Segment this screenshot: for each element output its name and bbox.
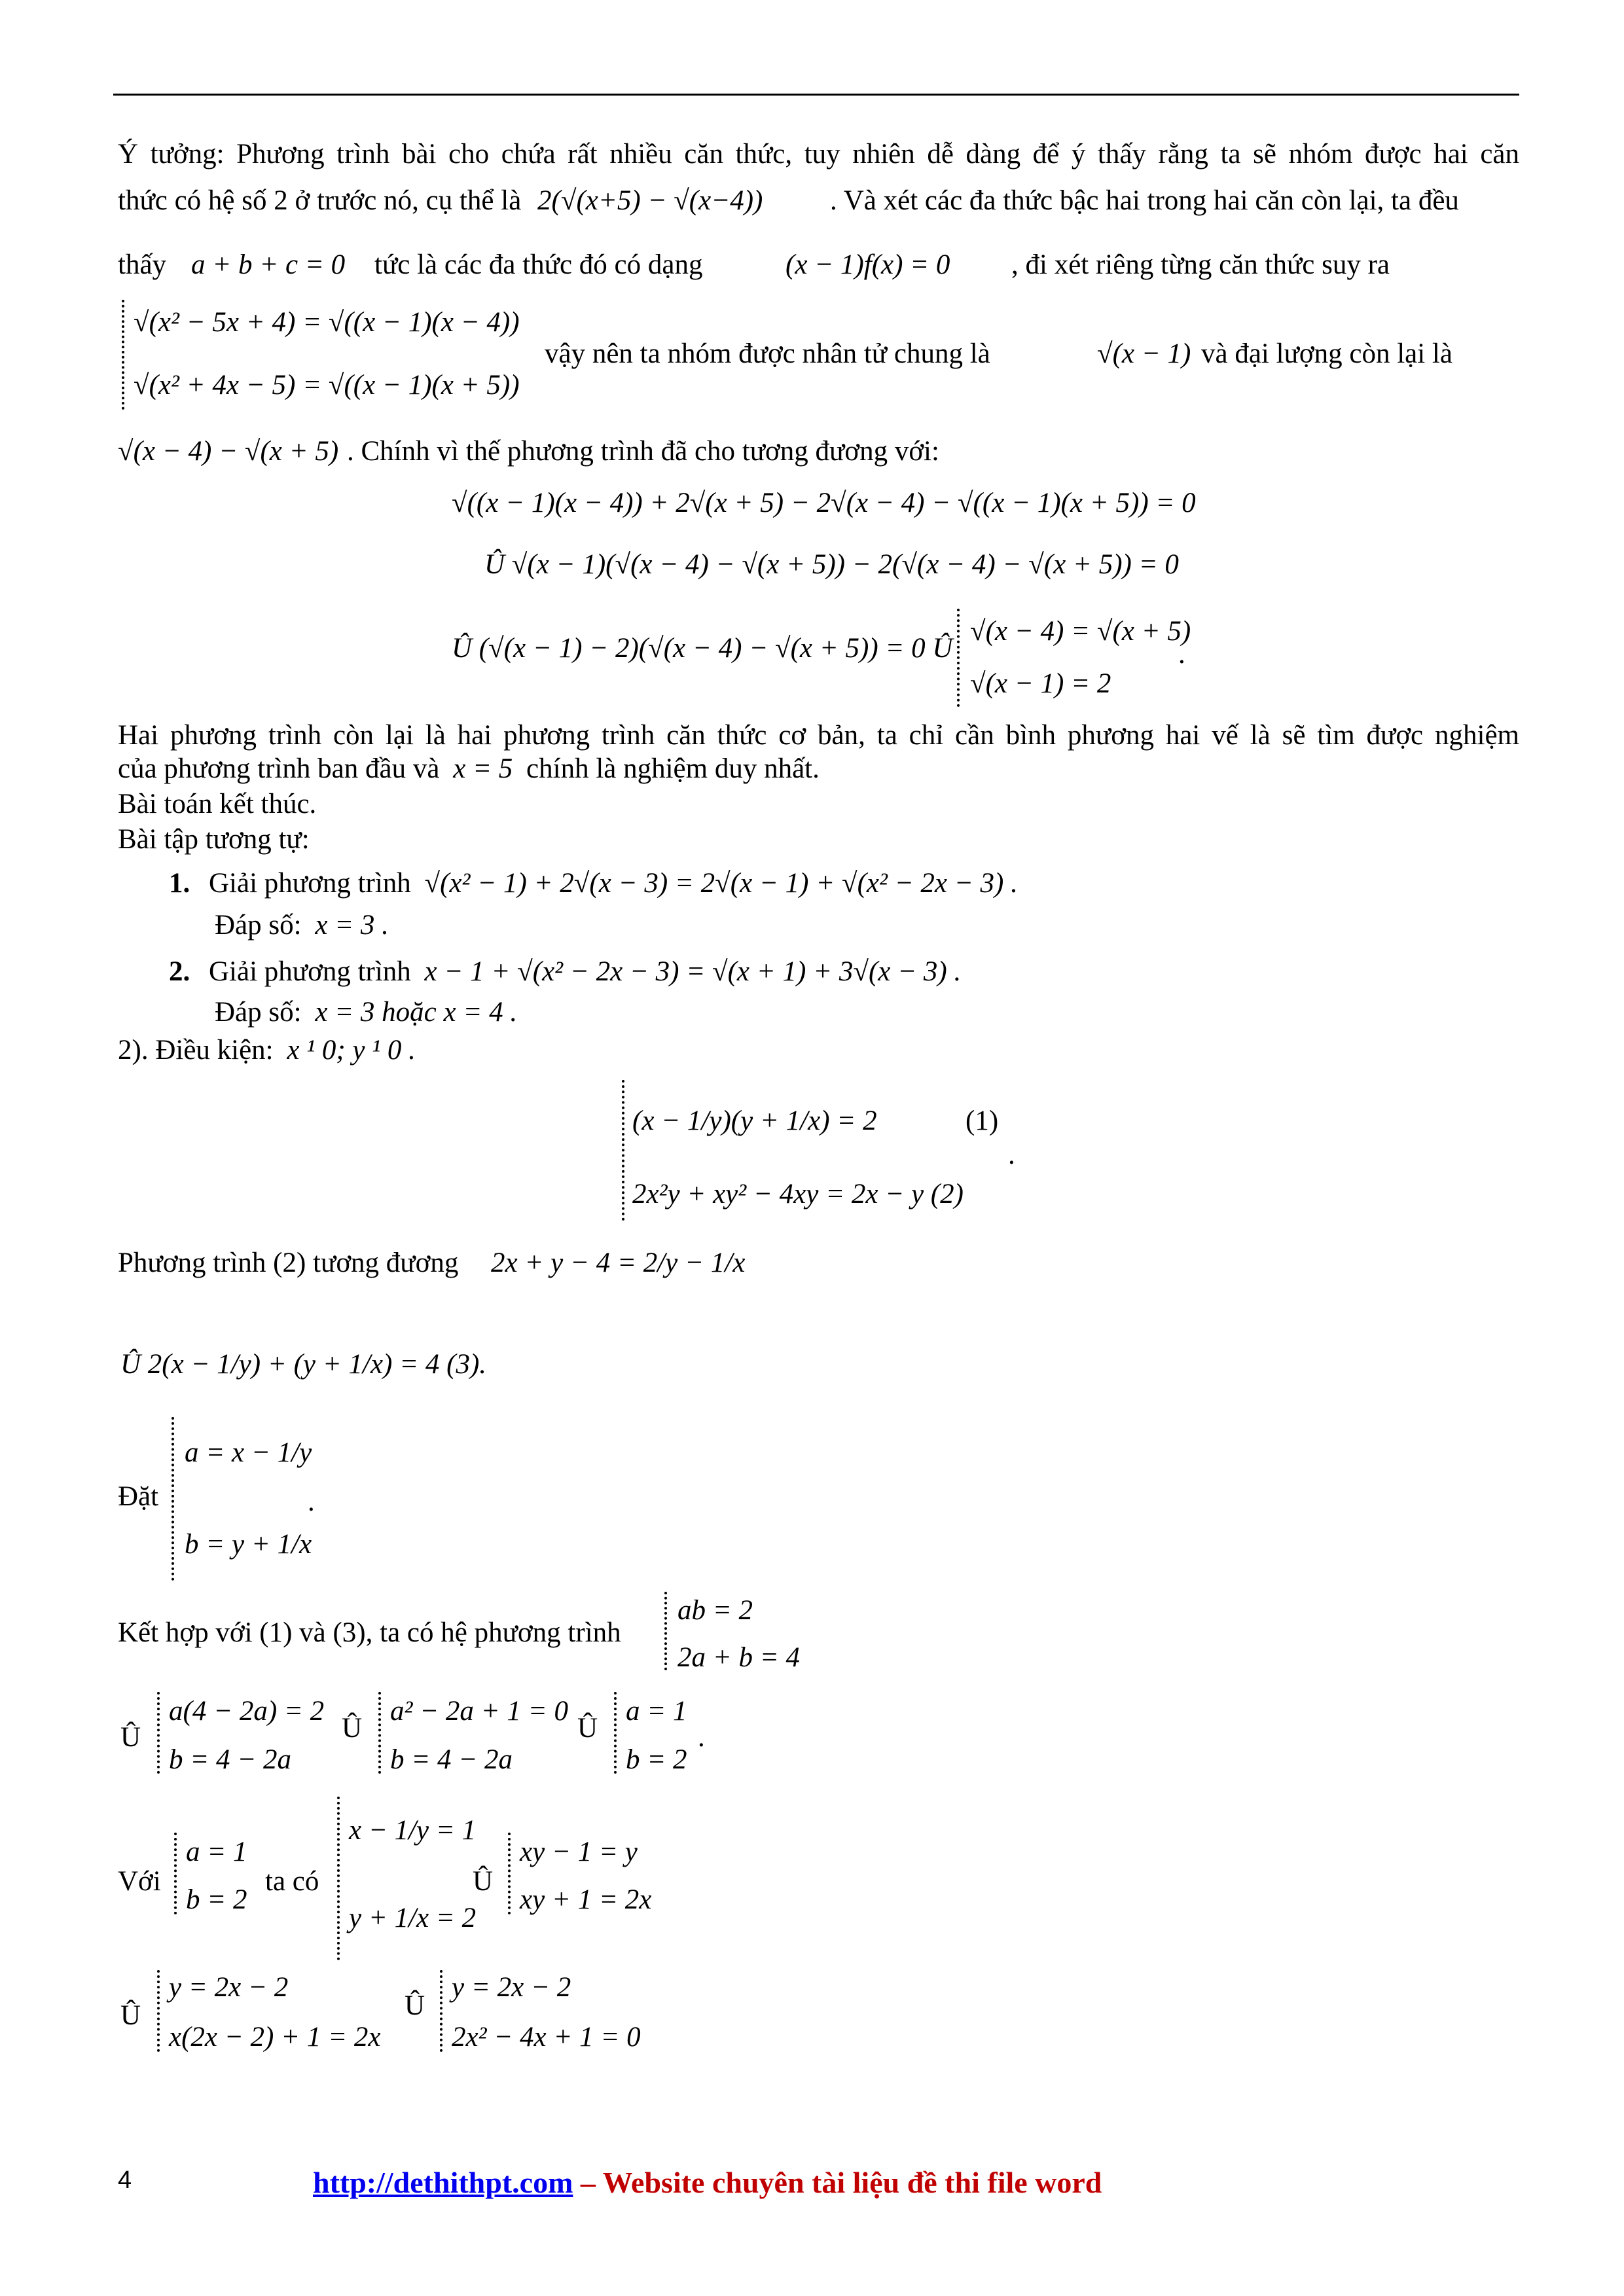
exercise-2-expr: x − 1 + √(x² − 2x − 3) = √(x + 1) + 3√(x − 3) .: [424, 956, 962, 987]
part2-solve3-b: b = 2: [626, 1744, 687, 1775]
header-rule: [113, 94, 1519, 96]
equation-3-sys-b: √(x − 1) = 2: [970, 668, 1111, 699]
exercise-1-answer-label: Đáp số:: [215, 910, 302, 941]
part2-with-a: a = 1: [186, 1837, 247, 1867]
idea-line-3-expr2: (x − 1)f(x) = 0: [785, 249, 950, 280]
idea-line-2: [118, 185, 763, 217]
part2-set-label: Đặt: [118, 1481, 159, 1512]
conclusion-line-2-expr: x = 5: [453, 753, 513, 784]
iff-5: Û: [120, 2000, 141, 2031]
brace-solve1: [157, 1692, 160, 1774]
exercise-1-answer-value: x = 3 .: [315, 910, 389, 941]
iff-6: Û: [405, 1990, 425, 2021]
brace-with: [174, 1833, 177, 1914]
exercise-1-answer: [215, 909, 389, 941]
iff-1: Û: [120, 1722, 141, 1753]
part2-system-row-1-tag: (1): [965, 1105, 999, 1136]
brace-set: [171, 1417, 174, 1581]
footer-link[interactable]: http://dethithpt.com: [313, 2166, 573, 2199]
part2-set-a: a = x − 1/y: [185, 1437, 312, 1468]
equation-2: Û √(x − 1)(√(x − 4) − √(x + 5)) − 2(√(x − 4) − √(x + 5)) = 0: [484, 549, 1179, 580]
part2-solve2-a: a² − 2a + 1 = 0: [390, 1696, 568, 1727]
idea-line-4-expr: √(x − 1): [1097, 338, 1191, 369]
brace-solve2: [378, 1692, 381, 1774]
sys1-row-a: √(x² − 5x + 4) = √((x − 1)(x − 4)): [134, 307, 520, 338]
part2-solve2-b: b = 4 − 2a: [390, 1744, 513, 1775]
part2-with-label: Với: [118, 1866, 161, 1897]
idea-line-2-expr: 2(√(x+5) − √(x−4)): [537, 185, 763, 216]
equation-3-end: .: [1178, 639, 1185, 670]
iff-2: Û: [342, 1713, 363, 1744]
idea-line-5-expr: √(x − 4) − √(x + 5): [118, 436, 339, 467]
part2-condition-label: 2). Điều kiện:: [118, 1035, 274, 1066]
part2-condition: [118, 1034, 416, 1066]
idea-line-4a: vậy nên ta nhóm được nhân tử chung là: [545, 338, 990, 369]
brace-eq3: [957, 609, 960, 707]
conclusion-line-4: Bài tập tương tự:: [118, 824, 310, 855]
idea-line-3b: tức là các đa thức đó có dạng: [374, 249, 703, 280]
equation-3-sys-a: √(x − 4) = √(x + 5): [970, 616, 1191, 647]
brace-with-sys: [337, 1797, 340, 1960]
brace-last1: [157, 1970, 160, 2052]
part2-last1-b: x(2x − 2) + 1 = 2x: [169, 2022, 381, 2053]
brace-combine: [664, 1592, 667, 1670]
part2-solve1-a: a(4 − 2a) = 2: [169, 1696, 325, 1727]
solve-end: .: [698, 1722, 705, 1753]
part2-system-row-2: 2x²y + xy² − 4xy = 2x − y (2): [632, 1179, 964, 1210]
part2-with-sys-a: x − 1/y = 1: [349, 1815, 477, 1846]
part2-set-b: b = y + 1/x: [185, 1529, 312, 1560]
part2-condition-expr: x ¹ 0; y ¹ 0 .: [287, 1035, 416, 1066]
part2-taco: ta có: [265, 1866, 319, 1897]
idea-line-3-expr1: a + b + c = 0: [191, 249, 346, 280]
part2-eq2-expr: 2x + y − 4 = 2/y − 1/x: [491, 1247, 746, 1278]
conclusion-line-2-tail: chính là nghiệm duy nhất.: [526, 753, 820, 784]
equation-3: Û (√(x − 1) − 2)(√(x − 4) − √(x + 5)) = 0 Û: [452, 633, 953, 664]
part2-eq3-expr: Û 2(x − 1/y) + (y + 1/x) = 4 (3).: [120, 1349, 487, 1380]
footer-text: – Website chuyên tài liệu đề thi file word: [573, 2166, 1102, 2199]
idea-line-1: Ý tưởng: Phương trình bài cho chứa rất nhiều căn thức, tuy nhiên dễ dàng để ý thấy rằng ta sẽ nhóm được hai căn: [118, 139, 1519, 170]
part2-solve3-a: a = 1: [626, 1696, 687, 1727]
exercise-1: [169, 867, 1018, 899]
part2-with-b: b = 2: [186, 1884, 247, 1915]
part2-last1-a: y = 2x − 2: [169, 1972, 289, 2003]
exercise-1-num: 1.: [169, 868, 190, 899]
sys1-row-b: √(x² + 4x − 5) = √((x − 1)(x + 5)): [134, 370, 520, 401]
conclusion-line-2-text: của phương trình ban đầu và: [118, 753, 440, 784]
idea-line-2-tail: . Và xét các đa thức bậc hai trong hai căn còn lại, ta đều: [830, 185, 1459, 216]
part2-set-end: .: [308, 1486, 315, 1517]
idea-line-4b: và đại lượng còn lại là: [1201, 338, 1453, 369]
part2-combine-label: Kết hợp với (1) và (3), ta có hệ phương trình: [118, 1617, 621, 1648]
conclusion-line-1: Hai phương trình còn lại là hai phương trình căn thức cơ bản, ta chỉ cần bình phương hai vế là sẽ tìm được nghiệm: [118, 720, 1519, 751]
exercise-2: [169, 956, 961, 988]
part2-last2-b: 2x² − 4x + 1 = 0: [452, 2022, 641, 2053]
equation-1: √((x − 1)(x − 4)) + 2√(x + 5) − 2√(x − 4) − √((x − 1)(x + 5)) = 0: [452, 488, 1196, 518]
part2-with-res-a: xy − 1 = y: [520, 1837, 638, 1867]
part2-with-sys-b: y + 1/x = 2: [349, 1903, 477, 1933]
idea-line-2-text: thức có hệ số 2 ở trước nó, cụ thể là: [118, 185, 522, 216]
part2-combine-a: ab = 2: [677, 1595, 753, 1626]
brace-part2-system: [622, 1080, 624, 1221]
exercise-2-text: Giải phương trình: [209, 956, 411, 987]
part2-eq2-label: Phương trình (2) tương đương: [118, 1247, 459, 1278]
part2-combine-b: 2a + b = 4: [677, 1642, 801, 1673]
exercise-2-answer-value: x = 3 hoặc x = 4 .: [315, 997, 518, 1028]
part2-solve1-b: b = 4 − 2a: [169, 1744, 292, 1775]
exercise-2-num: 2.: [169, 956, 190, 987]
part2-system-row-1: (x − 1/y)(y + 1/x) = 2: [632, 1105, 877, 1136]
part2-last2-a: y = 2x − 2: [452, 1972, 571, 2003]
footer: [313, 2165, 1102, 2200]
exercise-1-expr: √(x² − 1) + 2√(x − 3) = 2√(x − 1) + √(x² − 2x − 3) .: [424, 868, 1018, 899]
idea-line-5b: . Chính vì thế phương trình đã cho tương đương với:: [347, 436, 939, 467]
exercise-2-answer-label: Đáp số:: [215, 997, 302, 1028]
part2-with-res-b: xy + 1 = 2x: [520, 1884, 652, 1915]
conclusion-line-2: [118, 753, 820, 785]
page-number: 4: [118, 2166, 132, 2194]
brace-sys1: [122, 300, 124, 410]
part2-system-end: .: [1008, 1139, 1015, 1170]
idea-line-3c: , đi xét riêng từng căn thức suy ra: [1011, 249, 1390, 280]
brace-last2: [440, 1970, 442, 2052]
conclusion-line-3: Bài toán kết thúc.: [118, 789, 317, 819]
brace-solve3: [614, 1692, 617, 1774]
brace-with-res: [508, 1833, 511, 1914]
iff-3: Û: [577, 1713, 598, 1744]
iff-4: Û: [473, 1866, 494, 1897]
idea-line-3a: thấy: [118, 249, 167, 280]
exercise-2-answer: [215, 996, 517, 1028]
exercise-1-text: Giải phương trình: [209, 868, 411, 899]
